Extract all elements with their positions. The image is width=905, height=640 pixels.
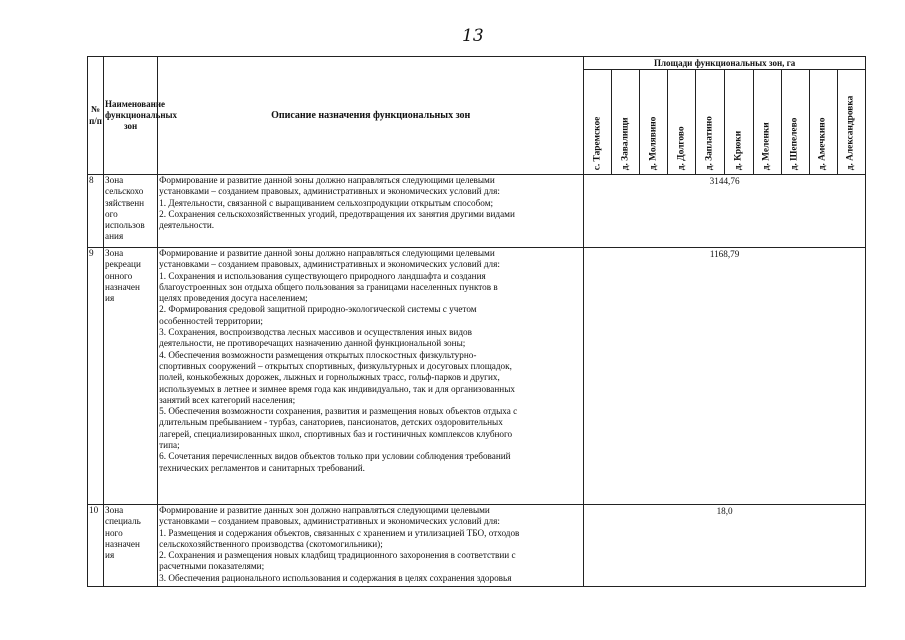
settlement-header xyxy=(612,70,640,175)
description-line: используемых в летнее и зимнее время года как индивидуально, так и для организованных xyxy=(159,383,515,394)
description-line: 5. Обеспечения возможности сохранения, развития и размещения новых объектов отдыха с xyxy=(159,406,518,417)
settlement-header xyxy=(640,70,668,175)
description-line: 1. Сохранения и использования существующего природного ландшафта и создания xyxy=(159,270,486,281)
page-number: 13 xyxy=(462,26,484,46)
settlement-label: д. Крюки xyxy=(732,130,743,170)
settlement-header xyxy=(809,70,837,175)
settlement-label: д. Амечкино xyxy=(817,117,828,170)
table-row xyxy=(88,175,866,248)
description-line: расчетными показателями; xyxy=(159,561,265,572)
zone-name xyxy=(104,248,158,505)
zone-name-line: Зона xyxy=(105,248,124,258)
zone-description xyxy=(158,248,584,505)
zone-name-line: использов xyxy=(105,220,145,231)
description-line: 2. Сохранения сельскохозяйственных угодий, предотвращения их занятия другими видами xyxy=(159,208,515,219)
table-row xyxy=(88,505,866,587)
description-line: полей, конькобежных дорожек, лыжных и горнолыжных трасс, гольф-парков и других, xyxy=(159,372,500,383)
settlement-label: д. Меленки xyxy=(761,122,772,170)
settlement-header xyxy=(696,70,724,175)
description-line: спортивных сооружений – открытых спортивных, физкультурных и досуговых площадок, xyxy=(159,360,512,371)
row-number: 10 xyxy=(88,505,104,587)
description-line: 4. Обеспечения возможности размещения открытых плоскостных физкультурно- xyxy=(159,349,477,360)
zone-name-line: сельскохо xyxy=(105,186,144,197)
zone-name xyxy=(104,175,158,248)
settlement-label: д. Молявино xyxy=(648,116,659,170)
settlement-label: с. Таремское xyxy=(592,116,603,170)
table-row xyxy=(88,248,866,505)
zone-name-line: ия xyxy=(105,550,115,561)
zone-name-line: рекреаци xyxy=(105,259,141,270)
settlement-header xyxy=(584,70,612,175)
description-line: 3. Обеспечения рационального использования и содержания в целях сохранения здоровья xyxy=(159,572,512,583)
zone-name-line: онного xyxy=(105,270,133,281)
description-line: 3. Сохранения, воспроизводства лесных массивов и осуществления иных видов xyxy=(159,327,472,338)
row-number: 8 xyxy=(88,175,104,248)
settlement-header xyxy=(724,70,753,175)
row-number: 9 xyxy=(88,248,104,505)
description-line: лагерей, специализированных школ, спортивных баз и гостиничных комплексов клубного xyxy=(159,428,513,439)
area-value: 3144,76 xyxy=(584,175,866,248)
description-line: деятельности. xyxy=(159,220,215,231)
functional-zones-table xyxy=(87,56,866,587)
description-line: Формирование и развитие данных зон должно направляться следующими целевыми xyxy=(159,505,490,515)
zone-name-line: назначен xyxy=(105,281,140,292)
description-line: особенностей территории; xyxy=(159,315,263,326)
settlement-header xyxy=(781,70,809,175)
description-line: установками – созданием правовых, административных и экономических условий для: xyxy=(159,259,500,270)
zone-description xyxy=(158,505,584,587)
description-line: установками – созданием правовых, административных и экономических условий для: xyxy=(159,516,500,527)
description-line: деятельности, не противоречащих назначению данной функциональной зоны; xyxy=(159,338,466,349)
table-body xyxy=(88,175,866,587)
settlement-label: д. Заплатино xyxy=(704,115,715,170)
description-line: целях проведения досуга населением; xyxy=(159,293,308,304)
zone-description xyxy=(158,175,584,248)
description-line: Формирование и развитие данной зоны должно направляться следующими целевыми xyxy=(159,175,495,185)
description-line: благоустроенных зон отдыха общего пользования за границами населенных пунктов в xyxy=(159,281,498,292)
description-line: технических регламентов и санитарных требований. xyxy=(159,462,365,473)
description-line: Формирование и развитие данной зоны должно направляться следующими целевыми xyxy=(159,248,495,258)
zone-name-line: ия xyxy=(105,293,115,304)
description-line: 2. Формирования средовой защитной природно-экологической системы с учетом xyxy=(159,304,477,315)
settlement-header xyxy=(837,70,865,175)
settlement-header xyxy=(753,70,781,175)
description-line: 2. Сохранения и размещения новых кладбищ традиционного захоронения в соответствии с xyxy=(159,550,516,561)
header-zone-name: Наименование функциональных зон xyxy=(104,57,158,175)
zone-name-line: ного xyxy=(105,527,123,538)
description-line: 1. Размещения и содержания объектов, связанных с хранением и утилизацией ТБО, отходов xyxy=(159,527,520,538)
settlement-label: д. Завалищи xyxy=(620,117,631,170)
settlement-header xyxy=(668,70,696,175)
zone-name-line: специаль xyxy=(105,516,141,527)
area-value: 18,0 xyxy=(584,505,866,587)
zone-name-line: зяйственн xyxy=(105,197,145,208)
zone-name xyxy=(104,505,158,587)
description-line: 6. Сочетания перечисленных видов объектов только при условии соблюдения требований xyxy=(159,451,511,462)
zone-name-line: ого xyxy=(105,208,118,219)
description-line: 1. Деятельности, связанной с выращиванием сельхозпродукции открытым способом; xyxy=(159,197,494,208)
settlement-label: д. Александровка xyxy=(845,95,856,170)
zone-name-line: назначен xyxy=(105,538,140,549)
header-area: Площади функциональных зон, га xyxy=(584,57,866,70)
description-line: занятий всех категорий населения; xyxy=(159,394,296,405)
settlement-label: д. Шепелево xyxy=(789,117,800,170)
header-num: № п/п xyxy=(88,57,104,175)
header-description: Описание назначения функциональных зон xyxy=(158,57,584,175)
zone-name-line: ания xyxy=(105,231,124,242)
settlement-label: д. Долгово xyxy=(676,126,687,170)
area-value: 1168,79 xyxy=(584,248,866,505)
description-line: установками – созданием правовых, административных и экономических условий для: xyxy=(159,186,500,197)
description-line: сельскохозяйственного производства (скотомогильники); xyxy=(159,538,383,549)
description-line: длительным пребыванием - турбаз, санаториев, пансионатов, детских оздоровительных xyxy=(159,417,503,428)
zone-name-line: Зона xyxy=(105,175,124,185)
zone-name-line: Зона xyxy=(105,505,124,515)
description-line: типа; xyxy=(159,440,180,451)
